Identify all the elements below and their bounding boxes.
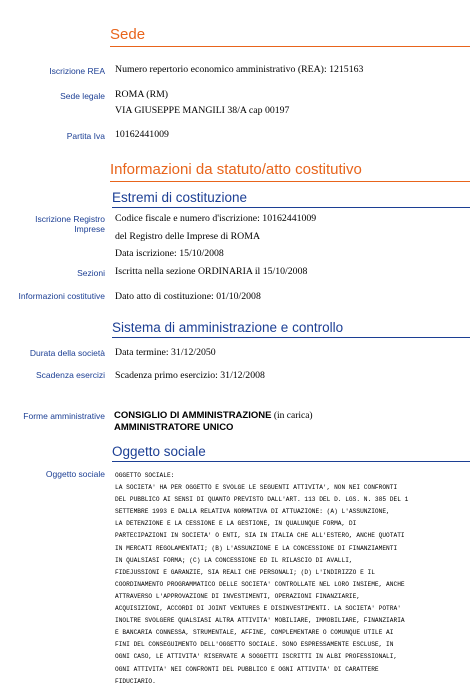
oggetto-line: LA DETENZIONE E LA CESSIONE E LA GESTIONE, IN QUALUNQUE FORMA, DI (115, 520, 357, 528)
oggetto-line: FIDUCIARIO. (115, 677, 156, 685)
label-oggetto-sociale: Oggetto sociale (45, 469, 105, 479)
subsection-divider (112, 337, 470, 338)
value-forme-amministrative (114, 410, 313, 433)
label-forme-amministrative: Forme amministrative (23, 411, 105, 421)
label-durata-societa: Durata della società (29, 348, 105, 358)
label-sede-legale: Sede legale (60, 91, 105, 101)
forme-amministratore-unico: AMMINISTRATORE UNICO (114, 422, 234, 433)
value-sede-city: ROMA (RM) (115, 89, 169, 100)
oggetto-line: INOLTRE SVOLGERE QUALSIASI ALTRA ATTIVITA' MOBILIARE, IMMOBILIARE, FINANZIARIA (115, 617, 405, 625)
oggetto-line: ATTRAVERSO L'APPROVAZIONE DI INVESTIMENTI, OPERAZIONI FINANZIARIE, (115, 592, 361, 600)
section-divider (110, 46, 470, 47)
section-divider (110, 181, 470, 182)
oggetto-line: DEL PUBBLICO AI SENSI DI QUANTO PREVISTO DALL'ART. 113 DEL D. LGS. N. 385 DEL 1 (115, 496, 409, 504)
oggetto-line: OGGETTO SOCIALE: (115, 472, 175, 479)
value-rea: Numero repertorio economico amministrativo (REA): 1215163 (115, 64, 364, 75)
value-durata: Data termine: 31/12/2050 (115, 347, 216, 358)
oggetto-line: IN MERCATI REGOLAMENTATI; (B) L'ASSUNZIONE E LA CONCESSIONE DI FINANZIAMENTI (115, 544, 398, 552)
value-informazioni-costitutive: Dato atto di costituzione: 01/10/2008 (115, 291, 261, 302)
label-iscrizione-rea: Iscrizione REA (49, 66, 105, 76)
value-scadenza: Scadenza primo esercizio: 31/12/2008 (115, 370, 265, 381)
forme-consiglio: CONSIGLIO DI AMMINISTRAZIONE (114, 410, 272, 421)
oggetto-line: PARTECIPAZIONI IN SOCIETA' O ENTI, SIA IN ITALIA CHE ALL'ESTERO, ANCHE QUOTATI (115, 532, 405, 540)
label-informazioni-costitutive: Informazioni costitutive (18, 291, 105, 301)
oggetto-line: OGNI CASO, LE ATTIVITA' RISERVATE A SOGGETTI ISCRITTI IN ALBI PROFESSIONALI, (115, 653, 398, 661)
subsection-divider (112, 461, 470, 462)
value-registro-line2: del Registro delle Imprese di ROMA (115, 231, 261, 242)
value-sezioni: Iscritta nella sezione ORDINARIA il 15/10/2008 (115, 266, 308, 277)
value-partita-iva: 10162441009 (115, 129, 169, 140)
forme-in-carica: (in carica) (271, 411, 313, 421)
label-sezioni: Sezioni (77, 268, 105, 278)
label-iscrizione-registro: Iscrizione Registro Imprese (35, 214, 105, 234)
oggetto-line: IN QUALSIASI FORMA; (C) LA CONCESSIONE ED IL RILASCIO DI AVALLI, (115, 556, 353, 564)
oggetto-line: FINI DEL CONSEGUIMENTO DELL'OGGETTO SOCIALE. SONO ESPRESSAMENTE ESCLUSE, IN (115, 641, 394, 649)
subsection-title-oggetto: Oggetto sociale (112, 444, 206, 459)
subsection-title-sistema: Sistema di amministrazione e controllo (112, 320, 344, 335)
oggetto-line: E BANCARIA CONNESSA, STRUMENTALE, AFFINE, COMPLEMENTARE O COMUNQUE UTILE AI (115, 629, 394, 637)
section-title-statuto: Informazioni da statuto/atto costitutivo (110, 161, 362, 178)
subsection-divider (112, 207, 470, 208)
oggetto-line: OGNI ATTIVITA' NEI CONFRONTI DEL PUBBLICO E OGNI ATTIVITA' DI CARATTERE (115, 665, 379, 673)
value-registro-line3: Data iscrizione: 15/10/2008 (115, 248, 224, 259)
label-scadenza-esercizi: Scadenza esercizi (36, 370, 105, 380)
oggetto-sociale-text (115, 470, 467, 688)
oggetto-line: LA SOCIETA' HA PER OGGETTO E SVOLGE LE SEGUENTI ATTIVITA', NON NEI CONFRONTI (115, 484, 398, 492)
oggetto-line: ACQUISIZIONI, ACCORDI DI JOINT VENTURES E DISINVESTIMENTI. LA SOCIETA' POTRA' (115, 605, 401, 613)
section-title-sede: Sede (110, 26, 146, 43)
subsection-title-estremi: Estremi di costituzione (112, 190, 248, 205)
value-sede-address: VIA GIUSEPPE MANGILI 38/A cap 00197 (115, 105, 290, 116)
oggetto-line: SETTEMBRE 1993 E DALLA RELATIVA NORMATIVA DI ATTUAZIONE: (A) L'ASSUNZIONE, (115, 508, 390, 516)
oggetto-line: COORDINAMENTO PROGRAMMATICO DELLE SOCIETA' CONTROLLATE NEL LORO INSIEME, ANCHE (115, 580, 405, 588)
label-partita-iva: Partita Iva (66, 131, 105, 141)
oggetto-line: FIDEJUSSIONI E GARANZIE, SIA REALI CHE PERSONALI; (D) L'INDIRIZZO E IL (115, 568, 375, 576)
value-registro-line1: Codice fiscale e numero d'iscrizione: 10162441009 (115, 213, 317, 224)
